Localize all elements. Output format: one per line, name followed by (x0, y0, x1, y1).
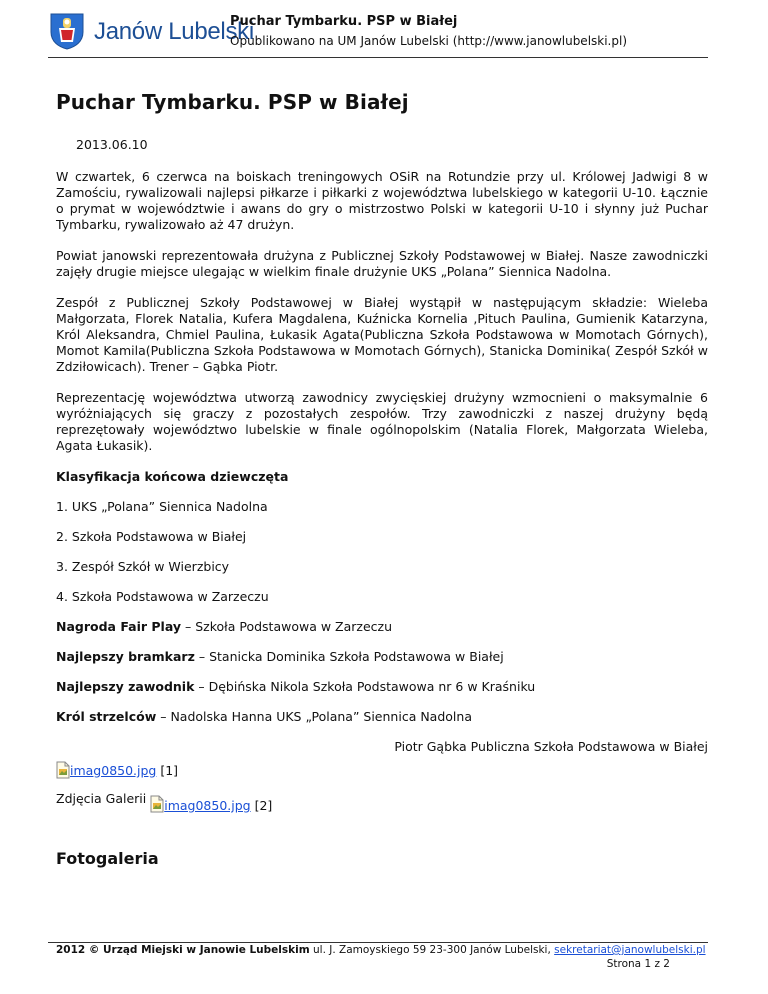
footer-email-link[interactable]: sekretariat@janowlubelski.pl (554, 944, 706, 956)
footer-address: ul. J. Zamoyskiego 59 23-300 Janów Lubelski, (309, 944, 555, 956)
attachment-1-ref: [1] (156, 763, 179, 778)
article-paragraph: W czwartek, 6 czerwca na boiskach treningowych OSiR na Rotundzie przy ul. Królowej Jadwigi 8 w Zamościu, rywalizowali najlepsi piłkarze i piłkarki z województwa lubelskiego w kategorii U-10. Łącznie o prymat w województwie i awans do gry o mistrzostwo Polski w kategorii U-10 i słynny już Puchar Tymbarku, rywalizowało aż 47 drużyn. (56, 169, 708, 232)
footer-org: 2012 © Urząd Miejski w Janowie Lubelskim (56, 944, 310, 956)
award-top-scorer: Król strzelców – Nadolska Hanna UKS „Polana” Siennica Nadolna (56, 709, 472, 724)
site-logo[interactable] (49, 12, 254, 50)
ranking-item: 1. UKS „Polana” Siennica Nadolna (56, 499, 268, 514)
image-file-icon (150, 795, 164, 813)
award-fair-play: Nagroda Fair Play – Szkoła Podstawowa w Zarzeczu (56, 619, 392, 634)
article-paragraph: Powiat janowski reprezentowała drużyna z Publicznej Szkoły Podstawowej w Białej. Nasze zawodniczki zajęły drugie miejsce ulegając w wielkim finale drużynie UKS „Polana” Siennica Nadolna. (56, 248, 708, 279)
gallery-heading: Fotogaleria (56, 849, 159, 868)
award-best-goalkeeper: Najlepszy bramkarz – Stanicka Dominika Szkoła Podstawowa w Białej (56, 649, 504, 664)
article (56, 90, 708, 868)
article-paragraph: Reprezentację województwa utworzą zawodnicy zwycięskiej drużyny wzmocnieni o maksymalnie 6 wyróżniających się graczy z pozostałych zespołów. Trzy zawodniczki z naszej drużyny będą reprezętowały województwo lubelskie w finale ogólnopolskim (Natalia Florek, Małgorzata Wieleba, Agata Łukasik). (56, 390, 708, 453)
article-title: Puchar Tymbarku. PSP w Białej (56, 90, 409, 114)
header-title: Puchar Tymbarku. PSP w Białej (230, 14, 458, 29)
logo-text: Janów Lubelski (94, 18, 254, 45)
ranking-item: 2. Szkoła Podstawowa w Białej (56, 529, 247, 544)
ranking-heading: Klasyfikacja końcowa dziewczęta (56, 469, 289, 484)
article-date: 2013.06.10 (76, 137, 148, 152)
award-best-player: Najlepszy zawodnik – Dębińska Nikola Szkoła Podstawowa nr 6 w Kraśniku (56, 679, 536, 694)
attachment-1-link[interactable]: imag0850.jpg (70, 763, 157, 778)
attachment-1 (56, 761, 708, 783)
footer-divider (48, 942, 708, 943)
page-number: Strona 1 z 2 (606, 958, 670, 970)
page-footer (56, 944, 708, 956)
header-published: Opublikowano na UM Janów Lubelski (http://www.janowlubelski.pl) (230, 34, 628, 48)
attachment-2 (56, 791, 708, 815)
image-file-icon (56, 761, 70, 779)
coat-of-arms-icon (49, 12, 85, 50)
ranking-item: 4. Szkoła Podstawowa w Zarzeczu (56, 589, 269, 604)
attachment-2-link[interactable]: imag0850.jpg (164, 798, 251, 813)
page-header (0, 0, 768, 58)
header-divider (48, 57, 708, 58)
gallery-label: Zdjęcia Galerii (56, 791, 147, 806)
ranking-item: 3. Zespół Szkół w Wierzbicy (56, 559, 230, 574)
attachment-2-ref: [2] (250, 798, 273, 813)
article-paragraph: Zespół z Publicznej Szkoły Podstawowej w Białej wystąpił w następującym składzie: Wieleba Małgorzata, Florek Natalia, Kufera Magdalena, Kuźnicka Kornelia ,Pituch Paulina, Gumienik Katarzyna, Król Aleksandra, Chmiel Paulina, Łukasik Agata(Publiczna Szkoła Podstawowa w Momotach Górnych), Momot Kamila(Publiczna Szkoła Podstawowa w Momotach Górnych), Stanicka Dominika( Zespół Szkół w Zdziłowicach). Trener – Gąbka Piotr. (56, 295, 708, 374)
article-signature: Piotr Gąbka Publiczna Szkoła Podstawowa w Białej (394, 739, 708, 754)
